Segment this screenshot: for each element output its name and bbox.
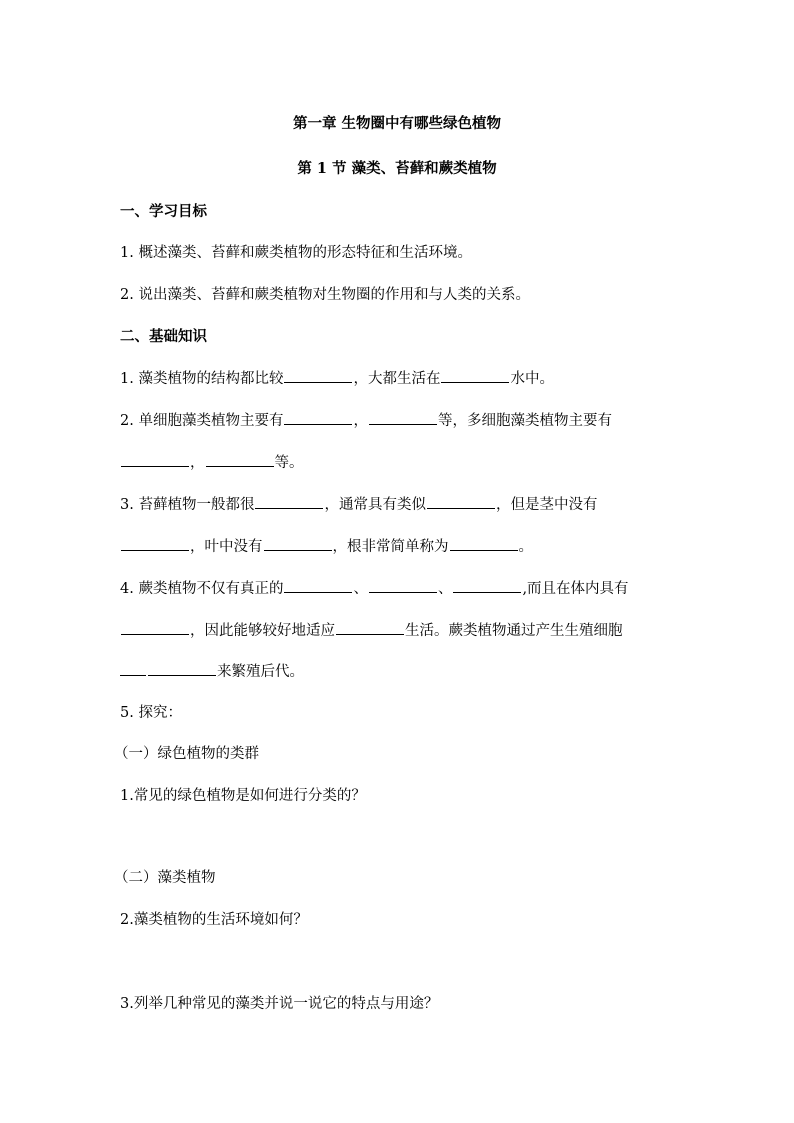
question-4-line-3: 来繁殖后代。	[120, 661, 680, 682]
goals-heading: 一、学习目标	[120, 203, 207, 220]
blank-field[interactable]	[369, 410, 437, 425]
goal-item-1: 1. 概述藻类、苔藓和蕨类植物的形态特征和生活环境。	[120, 245, 472, 261]
blank-field[interactable]	[284, 578, 352, 593]
basics-heading: 二、基础知识	[120, 328, 207, 345]
question-4-line-1: 4. 蕨类植物不仅有真正的 、 、 ,而且在体内具有	[120, 578, 680, 599]
blank-field[interactable]	[441, 368, 509, 383]
blank-field[interactable]	[284, 368, 352, 383]
blank-field[interactable]	[336, 620, 404, 635]
question-1: 1. 藻类植物的结构都比较 ，大都生活在 水中。	[120, 368, 680, 389]
question-4-line-2: ，因此能够较好地适应 生活。蕨类植物通过产生生殖细胞	[120, 620, 680, 641]
goal-item-2: 2. 说出藻类、苔藓和蕨类植物对生物圈的作用和与人类的关系。	[120, 287, 530, 303]
explore-group-2: （二）藻类植物	[114, 870, 216, 886]
blank-field[interactable]	[121, 620, 189, 635]
question-3-line-1: 3. 苔藓植物一般都很 ，通常具有类似 ，但是茎中没有	[120, 494, 680, 515]
question-2-line-2: ， 等。	[120, 452, 680, 473]
blank-field[interactable]	[206, 452, 274, 467]
blank-field[interactable]	[369, 578, 437, 593]
dash-mark	[120, 666, 146, 676]
question-3-line-2: ，叶中没有 ，根非常简单称为 。	[120, 536, 680, 557]
blank-field[interactable]	[264, 536, 332, 551]
blank-field[interactable]	[453, 578, 521, 593]
question-2-line-1: 2. 单细胞藻类植物主要有 ， 等，多细胞藻类植物主要有	[120, 410, 680, 431]
section-title: 第 1 节 藻类、苔藓和蕨类植物	[297, 160, 497, 177]
blank-field[interactable]	[450, 536, 518, 551]
blank-field[interactable]	[121, 536, 189, 551]
question-5: 5. 探究：	[120, 705, 182, 721]
explore-question-3: 3.列举几种常见的藻类并说一说它的特点与用途？	[120, 996, 439, 1012]
blank-field[interactable]	[148, 661, 216, 676]
blank-field[interactable]	[121, 452, 189, 467]
blank-field[interactable]	[427, 494, 495, 509]
blank-field[interactable]	[284, 410, 352, 425]
explore-group-1: （一）绿色植物的类群	[114, 746, 259, 762]
explore-question-1: 1.常见的绿色植物是如何进行分类的？	[120, 788, 366, 804]
chapter-title: 第一章 生物圈中有哪些绿色植物	[292, 115, 502, 132]
blank-field[interactable]	[255, 494, 323, 509]
explore-question-2: 2.藻类植物的生活环境如何？	[120, 912, 308, 928]
